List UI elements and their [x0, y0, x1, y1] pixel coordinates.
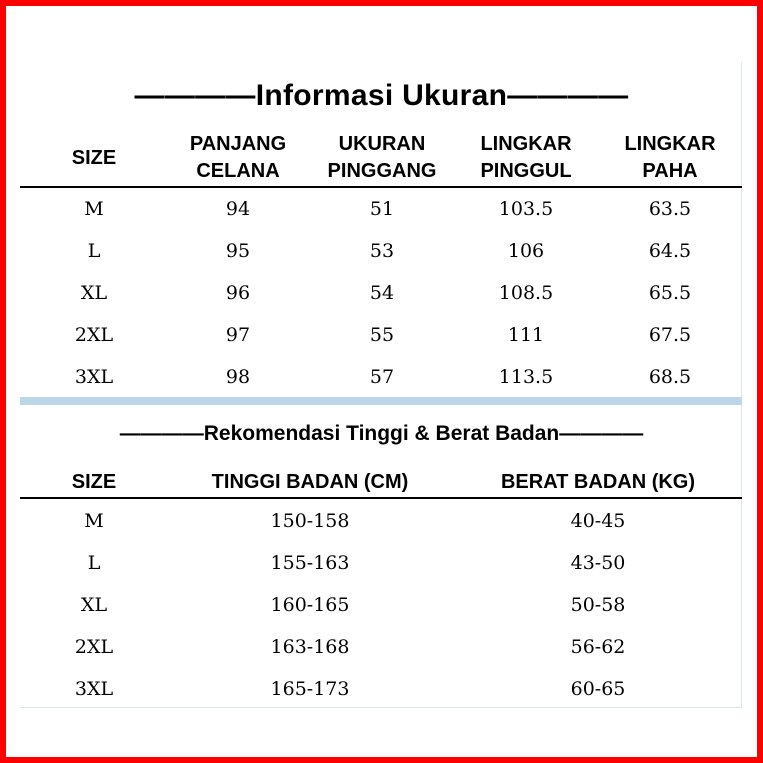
size-cell: 2XL	[74, 324, 114, 346]
recommendation-header-rule	[20, 497, 742, 499]
value-cell: 160-165	[270, 594, 350, 616]
size-cell: 3XL	[74, 678, 114, 700]
column-header: TINGGI BADAN (CM)	[211, 471, 409, 493]
value-cell: 96	[225, 282, 251, 304]
size-cell: M	[84, 510, 104, 532]
column-header: PANJANG CELANA	[189, 133, 287, 182]
size-chart-title: ————Informasi Ukuran————	[134, 79, 629, 112]
value-cell: 40-45	[570, 510, 626, 532]
value-cell: 95	[225, 240, 251, 262]
column-header: LINGKAR PINGGUL	[480, 133, 572, 182]
value-cell: 155-163	[270, 552, 350, 574]
value-cell: 63.5	[648, 198, 692, 220]
value-cell: 98	[225, 366, 251, 388]
size-cell: 3XL	[74, 366, 114, 388]
section-separator	[20, 397, 742, 405]
value-cell: 163-168	[270, 636, 350, 658]
value-cell: 57	[369, 366, 395, 388]
value-cell: 53	[369, 240, 395, 262]
column-header: LINGKAR PAHA	[624, 133, 716, 182]
value-cell: 51	[369, 198, 395, 220]
value-cell: 108.5	[498, 282, 554, 304]
size-cell: L	[87, 240, 101, 262]
value-cell: 55	[369, 324, 395, 346]
size-cell: XL	[80, 594, 108, 616]
value-cell: 103.5	[498, 198, 554, 220]
size-cell: XL	[80, 282, 108, 304]
value-cell: 150-158	[270, 510, 350, 532]
size-cell: L	[87, 552, 101, 574]
value-cell: 68.5	[648, 366, 692, 388]
value-cell: 54	[369, 282, 395, 304]
value-cell: 67.5	[648, 324, 692, 346]
column-header: BERAT BADAN (KG)	[500, 471, 696, 493]
size-cell: M	[84, 198, 104, 220]
value-cell: 97	[225, 324, 251, 346]
value-cell: 113.5	[498, 366, 554, 388]
value-cell: 56-62	[570, 636, 626, 658]
size-chart-header-rule	[20, 186, 742, 188]
value-cell: 111	[507, 324, 545, 346]
value-cell: 65.5	[648, 282, 692, 304]
recommendation-title: ————Rekomendasi Tinggi & Berat Badan————	[119, 422, 644, 445]
value-cell: 106	[507, 240, 545, 262]
value-cell: 64.5	[648, 240, 692, 262]
value-cell: 50-58	[570, 594, 626, 616]
column-header: SIZE	[71, 471, 117, 493]
value-cell: 94	[225, 198, 251, 220]
column-header: UKURAN PINGGANG	[327, 133, 437, 182]
value-cell: 60-65	[570, 678, 626, 700]
value-cell: 43-50	[570, 552, 626, 574]
size-cell: 2XL	[74, 636, 114, 658]
column-header: SIZE	[71, 147, 117, 169]
value-cell: 165-173	[270, 678, 350, 700]
